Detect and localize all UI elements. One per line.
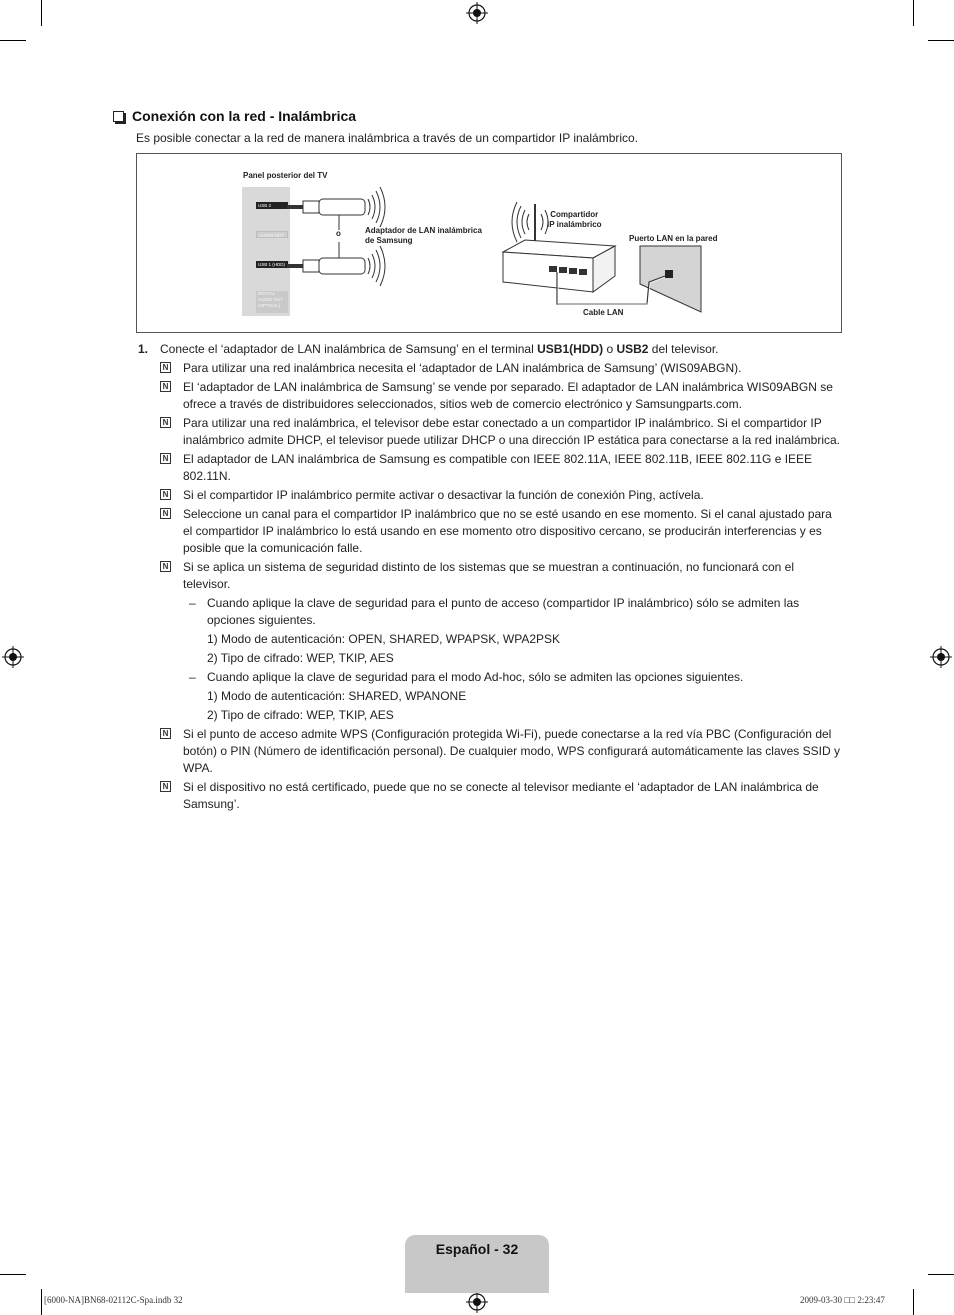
security-cipher-type: 2) Tipo de cifrado: WEP, TKIP, AES: [207, 708, 394, 722]
print-timestamp: 2009-03-30 □□ 2:23:47: [800, 1295, 885, 1305]
note-icon: N: [160, 728, 171, 739]
note-item: [136, 451, 840, 485]
security-option-text: Cuando aplique la clave de seguridad para el punto de acceso (compartidor IP inalámbrico) sólo se admiten las opciones siguientes.: [207, 596, 800, 627]
dash-bullet: –: [189, 596, 196, 610]
note-text: El ‘adaptador de LAN inalámbrica de Samsung’ se vende por separado. El adaptador de LAN inalámbrica WIS09ABGN se ofrece a través de distribuidores seleccionados, sitios web de comercio electrónico y Samsungparts.com.: [183, 380, 833, 411]
note-icon: N: [160, 381, 171, 392]
wifi-signal-icon: [368, 187, 385, 227]
usb2-port: USB 2: [256, 202, 288, 209]
note-item: [136, 415, 840, 449]
crop-mark: [913, 0, 914, 26]
crop-mark: [928, 40, 954, 41]
usb1-port: USB 1 (HDD): [256, 261, 288, 268]
security-auth-mode: 1) Modo de autenticación: SHARED, WPANONE: [207, 689, 467, 703]
section-title: [113, 108, 356, 124]
note-icon: N: [160, 561, 171, 572]
note-item: [136, 360, 840, 377]
print-file-info: [6000-NA]BN68-02112C-Spa.indb 32: [44, 1295, 183, 1305]
crop-mark: [41, 1289, 42, 1315]
dash-bullet: –: [189, 670, 196, 684]
note-text: Seleccione un canal para el compartidor IP inalámbrico que no se esté usando en ese momento. Si el canal ajustado para el compartidor IP inalámbrico lo está usando en ese momento otro dispositivo cercano, se producirán interferencias y es posible que la comunicación falle.: [183, 507, 832, 555]
note-item: [136, 506, 840, 557]
page-number: Español - 32: [435, 1241, 519, 1257]
security-cipher-type: 2) Tipo de cifrado: WEP, TKIP, AES: [207, 651, 394, 665]
wifi-signal-icon: [368, 246, 385, 286]
note-item: [136, 559, 840, 593]
step-bold-usb1: USB1(HDD): [537, 342, 604, 356]
diagram-graphics: [137, 154, 841, 332]
note-text: El adaptador de LAN inalámbrica de Samsung es compatible con IEEE 802.11A, IEEE 802.11B, IEEE 802.11G e IEEE 802.11N.: [183, 452, 813, 483]
adapter-label-line1: Adaptador de LAN inalámbrica: [365, 226, 482, 235]
note-item: [136, 487, 840, 504]
note-icon: N: [160, 489, 171, 500]
cable-label: Cable LAN: [583, 308, 624, 317]
note-text: Para utilizar una red inalámbrica, el televisor debe estar conectado a un compartidor IP inalámbrico. Si el compartidor IP inalámbrico admite DHCP, el televisor puede utilizar DHCP o una dirección IP estática para conectarse a la red inalámbrica.: [183, 416, 840, 447]
usb-adapter-icon: [287, 258, 365, 274]
note-item: [136, 779, 840, 813]
crop-mark: [41, 0, 42, 26]
router-label-line2: IP inalámbrico: [547, 220, 602, 229]
audio-out-port: AUDIO OUT: [256, 231, 288, 238]
note-text: Para utilizar una red inalámbrica necesita el ‘adaptador de LAN inalámbrica de Samsung’ (WIS09ABGN).: [183, 361, 742, 375]
security-option: [136, 669, 840, 686]
digital-audio-line3: (OPTICAL): [258, 303, 281, 308]
wall-lan-port-icon: [640, 246, 701, 312]
section-title-text: Conexión con la red - Inalámbrica: [132, 108, 357, 124]
wall-port-label: Puerto LAN en la pared: [629, 234, 718, 243]
step-text-mid: o: [603, 342, 617, 356]
note-icon: N: [160, 508, 171, 519]
step-text-after: del televisor.: [648, 342, 719, 356]
instruction-list: [136, 341, 840, 815]
note-icon: N: [160, 453, 171, 464]
digital-audio-line2: AUDIO OUT: [258, 297, 284, 302]
security-option: [136, 595, 840, 629]
security-option-text: Cuando aplique la clave de seguridad para el modo Ad-hoc, sólo se admiten las opciones siguientes.: [207, 670, 744, 684]
crop-mark: [0, 40, 26, 41]
note-icon: N: [160, 781, 171, 792]
or-label: o: [336, 229, 341, 238]
registration-mark-icon: [466, 2, 488, 24]
step-text-before: Conecte el ‘adaptador de LAN inalámbrica de Samsung’ en el terminal: [160, 342, 538, 356]
security-auth-mode: 1) Modo de autenticación: OPEN, SHARED, WPAPSK, WPA2PSK: [207, 632, 561, 646]
checkbox-bullet-icon: [113, 111, 124, 122]
note-text: Si el compartidor IP inalámbrico permite activar o desactivar la función de conexión Ping, actívela.: [183, 488, 704, 502]
panel-label: Panel posterior del TV: [243, 171, 328, 180]
registration-mark-icon: [930, 646, 952, 668]
router-label-line1: Compartidor: [550, 210, 599, 219]
connection-diagram: [136, 153, 842, 333]
note-text: Si el punto de acceso admite WPS (Configuración protegida Wi-Fi), puede conectarse a la red vía PBC (Configuración del botón) o PIN (Número de identificación personal). De cualquier modo, WPS configurará automáticamente las claves SSID y WPA.: [183, 727, 840, 775]
usb-adapter-icon: [287, 199, 365, 215]
registration-mark-icon: [466, 1291, 488, 1313]
note-item: [136, 726, 840, 777]
note-text: Si el dispositivo no está certificado, puede que no se conecte al televisor mediante el ‘adaptador de LAN inalámbrica de Samsung’.: [183, 780, 819, 811]
step-number: 1.: [138, 342, 149, 356]
intro-text: Es posible conectar a la red de manera inalámbrica a través de un compartidor IP inalámbrico.: [136, 131, 639, 145]
note-icon: N: [160, 362, 171, 373]
adapter-label: [365, 226, 482, 246]
crop-mark: [913, 1289, 914, 1315]
adapter-label-line2: de Samsung: [365, 236, 413, 245]
crop-mark: [0, 1274, 26, 1275]
note-item: [136, 379, 840, 413]
registration-mark-icon: [2, 646, 24, 668]
step-1: [136, 341, 840, 358]
note-text: Si se aplica un sistema de seguridad distinto de los sistemas que se muestran a continuación, no funcionará con el televisor.: [183, 560, 795, 591]
wifi-signal-icon: [512, 202, 548, 242]
crop-mark: [928, 1274, 954, 1275]
step-bold-usb2: USB2: [616, 342, 649, 356]
router-label: [547, 210, 602, 230]
note-icon: N: [160, 417, 171, 428]
digital-audio-line1: DIGITAL: [258, 291, 276, 296]
